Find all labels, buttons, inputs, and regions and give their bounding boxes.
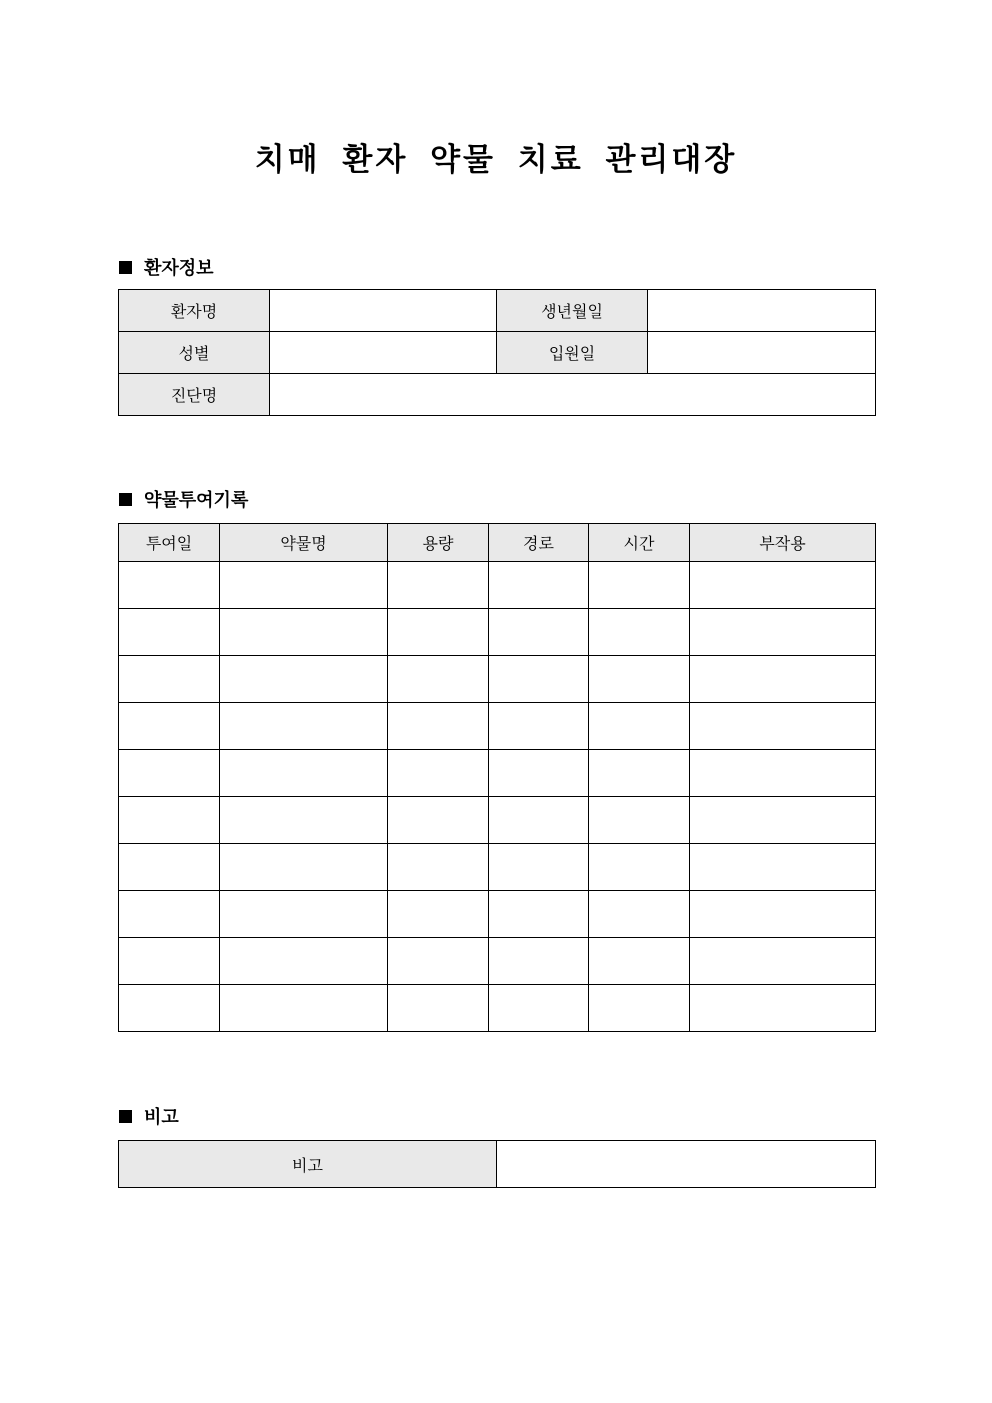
side-effects-cell[interactable] (690, 609, 876, 656)
table-row (119, 656, 876, 703)
route-cell[interactable] (489, 656, 589, 703)
drug-cell[interactable] (220, 703, 388, 750)
column-header-route: 경로 (489, 524, 589, 562)
route-cell[interactable] (489, 562, 589, 609)
table-row (119, 374, 876, 416)
date-cell[interactable] (119, 985, 220, 1032)
date-cell[interactable] (119, 844, 220, 891)
table-row (119, 562, 876, 609)
dose-cell[interactable] (388, 750, 489, 797)
table-row (119, 938, 876, 985)
drug-cell[interactable] (220, 844, 388, 891)
table-row (119, 290, 876, 332)
section-heading-label: 환자정보 (144, 258, 214, 279)
table-row (119, 703, 876, 750)
side-effects-cell[interactable] (690, 844, 876, 891)
admission-date-label: 입원일 (497, 332, 648, 374)
drug-cell[interactable] (220, 797, 388, 844)
drug-cell[interactable] (220, 985, 388, 1032)
section-heading-label: 약물투여기록 (144, 490, 249, 511)
birth-date-label: 생년월일 (497, 290, 648, 332)
side-effects-cell[interactable] (690, 891, 876, 938)
time-cell[interactable] (589, 891, 690, 938)
dose-cell[interactable] (388, 985, 489, 1032)
notes-field[interactable] (497, 1141, 876, 1188)
notes-label: 비고 (119, 1141, 497, 1188)
square-bullet-icon (119, 493, 132, 506)
drug-cell[interactable] (220, 750, 388, 797)
birth-date-field[interactable] (648, 290, 876, 332)
sex-label: 성별 (119, 332, 270, 374)
route-cell[interactable] (489, 750, 589, 797)
side-effects-cell[interactable] (690, 656, 876, 703)
notes-table (118, 1140, 876, 1188)
side-effects-cell[interactable] (690, 703, 876, 750)
dose-cell[interactable] (388, 844, 489, 891)
route-cell[interactable] (489, 609, 589, 656)
table-header-row (119, 524, 876, 562)
drug-cell[interactable] (220, 609, 388, 656)
route-cell[interactable] (489, 844, 589, 891)
table-row (119, 1141, 876, 1188)
table-row (119, 891, 876, 938)
drug-cell[interactable] (220, 562, 388, 609)
patient-name-label: 환자명 (119, 290, 270, 332)
time-cell[interactable] (589, 985, 690, 1032)
date-cell[interactable] (119, 750, 220, 797)
section-heading-label: 비고 (144, 1107, 179, 1128)
page-title: 치매 환자 약물 치료 관리대장 (254, 142, 738, 178)
table-row (119, 609, 876, 656)
date-cell[interactable] (119, 562, 220, 609)
column-header-side-effects: 부작용 (690, 524, 876, 562)
drug-cell[interactable] (220, 938, 388, 985)
time-cell[interactable] (589, 656, 690, 703)
square-bullet-icon (119, 261, 132, 274)
dose-cell[interactable] (388, 703, 489, 750)
diagnosis-field[interactable] (270, 374, 876, 416)
date-cell[interactable] (119, 656, 220, 703)
date-cell[interactable] (119, 797, 220, 844)
route-cell[interactable] (489, 985, 589, 1032)
side-effects-cell[interactable] (690, 750, 876, 797)
column-header-dose: 용량 (388, 524, 489, 562)
patient-info-table (118, 289, 876, 416)
sex-field[interactable] (270, 332, 497, 374)
time-cell[interactable] (589, 609, 690, 656)
table-row (119, 844, 876, 891)
dose-cell[interactable] (388, 891, 489, 938)
table-row (119, 332, 876, 374)
dose-cell[interactable] (388, 656, 489, 703)
medication-record-table (118, 523, 876, 1032)
date-cell[interactable] (119, 891, 220, 938)
square-bullet-icon (119, 1110, 132, 1123)
dose-cell[interactable] (388, 562, 489, 609)
time-cell[interactable] (589, 703, 690, 750)
side-effects-cell[interactable] (690, 938, 876, 985)
column-header-drug: 약물명 (220, 524, 388, 562)
table-row (119, 985, 876, 1032)
table-row (119, 750, 876, 797)
route-cell[interactable] (489, 891, 589, 938)
time-cell[interactable] (589, 750, 690, 797)
dose-cell[interactable] (388, 797, 489, 844)
table-row (119, 797, 876, 844)
section-heading-medication (119, 486, 248, 512)
dose-cell[interactable] (388, 609, 489, 656)
time-cell[interactable] (589, 797, 690, 844)
section-heading-patient-info (119, 254, 214, 280)
date-cell[interactable] (119, 938, 220, 985)
route-cell[interactable] (489, 938, 589, 985)
drug-cell[interactable] (220, 656, 388, 703)
time-cell[interactable] (589, 844, 690, 891)
admission-date-field[interactable] (648, 332, 876, 374)
column-header-date: 투여일 (119, 524, 220, 562)
side-effects-cell[interactable] (690, 985, 876, 1032)
time-cell[interactable] (589, 938, 690, 985)
patient-name-field[interactable] (270, 290, 497, 332)
date-cell[interactable] (119, 703, 220, 750)
drug-cell[interactable] (220, 891, 388, 938)
section-heading-notes (119, 1103, 179, 1129)
side-effects-cell[interactable] (690, 562, 876, 609)
column-header-time: 시간 (589, 524, 690, 562)
dose-cell[interactable] (388, 938, 489, 985)
diagnosis-label: 진단명 (119, 374, 270, 416)
route-cell[interactable] (489, 703, 589, 750)
time-cell[interactable] (589, 562, 690, 609)
side-effects-cell[interactable] (690, 797, 876, 844)
route-cell[interactable] (489, 797, 589, 844)
date-cell[interactable] (119, 609, 220, 656)
